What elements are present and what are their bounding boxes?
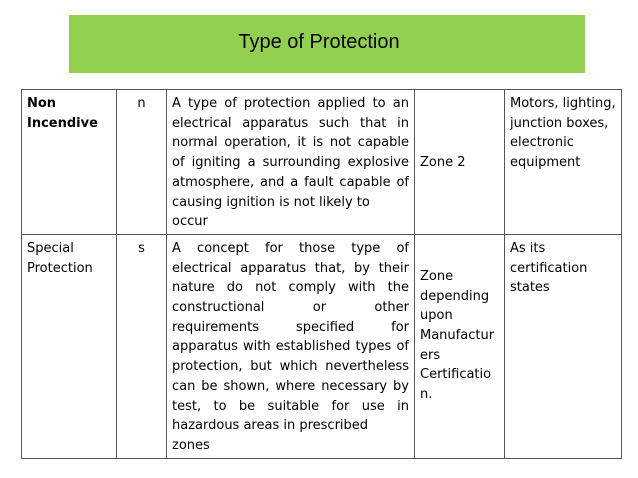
description-line: A concept for those type of — [172, 240, 409, 256]
description-line: electrical apparatus that, by their — [172, 260, 409, 276]
equipment-cell: As its certification states — [505, 234, 622, 458]
description-line: nature do not comply with the — [172, 280, 409, 296]
description-line: electrical apparatus such that in — [172, 115, 409, 131]
table-row — [22, 90, 622, 235]
description-line: constructional or other — [172, 300, 409, 316]
description-line: A type of protection applied to an — [172, 96, 409, 111]
equipment-cell: Motors, lighting, junction boxes, electronic equipment — [505, 90, 622, 235]
zone-cell: Zone 2 — [415, 90, 505, 235]
description-cell — [167, 234, 415, 458]
description-line: hazardous areas in prescribed zones — [172, 418, 369, 453]
zone-cell: Zone depending upon Manufactur ers Certificatio n. — [415, 234, 505, 458]
protection-name-cell: Special Protection — [22, 234, 117, 458]
protection-code-cell: n — [117, 90, 167, 235]
description-line: atmosphere, and a fault capable of — [172, 174, 409, 190]
page-title: Type of Protection — [238, 31, 400, 53]
description-line: requirements specified for — [172, 319, 409, 335]
description-line: can be shown, where necessary by — [172, 378, 409, 394]
description-line: apparatus with established types of — [172, 339, 409, 355]
description-line: protection, but which nevertheless — [172, 359, 409, 375]
protection-name-cell: Non Incendive — [22, 90, 117, 235]
description-line: test, to be suitable for use in — [172, 398, 409, 414]
protection-code-cell: s — [117, 234, 167, 458]
table-row — [22, 234, 622, 458]
description-line: of igniting a surrounding explosive — [172, 155, 409, 171]
description-line: normal operation, it is not capable — [172, 135, 409, 151]
description-cell — [167, 90, 415, 235]
protection-table — [21, 89, 622, 459]
description-line: causing ignition is not likely to occur — [172, 194, 370, 230]
